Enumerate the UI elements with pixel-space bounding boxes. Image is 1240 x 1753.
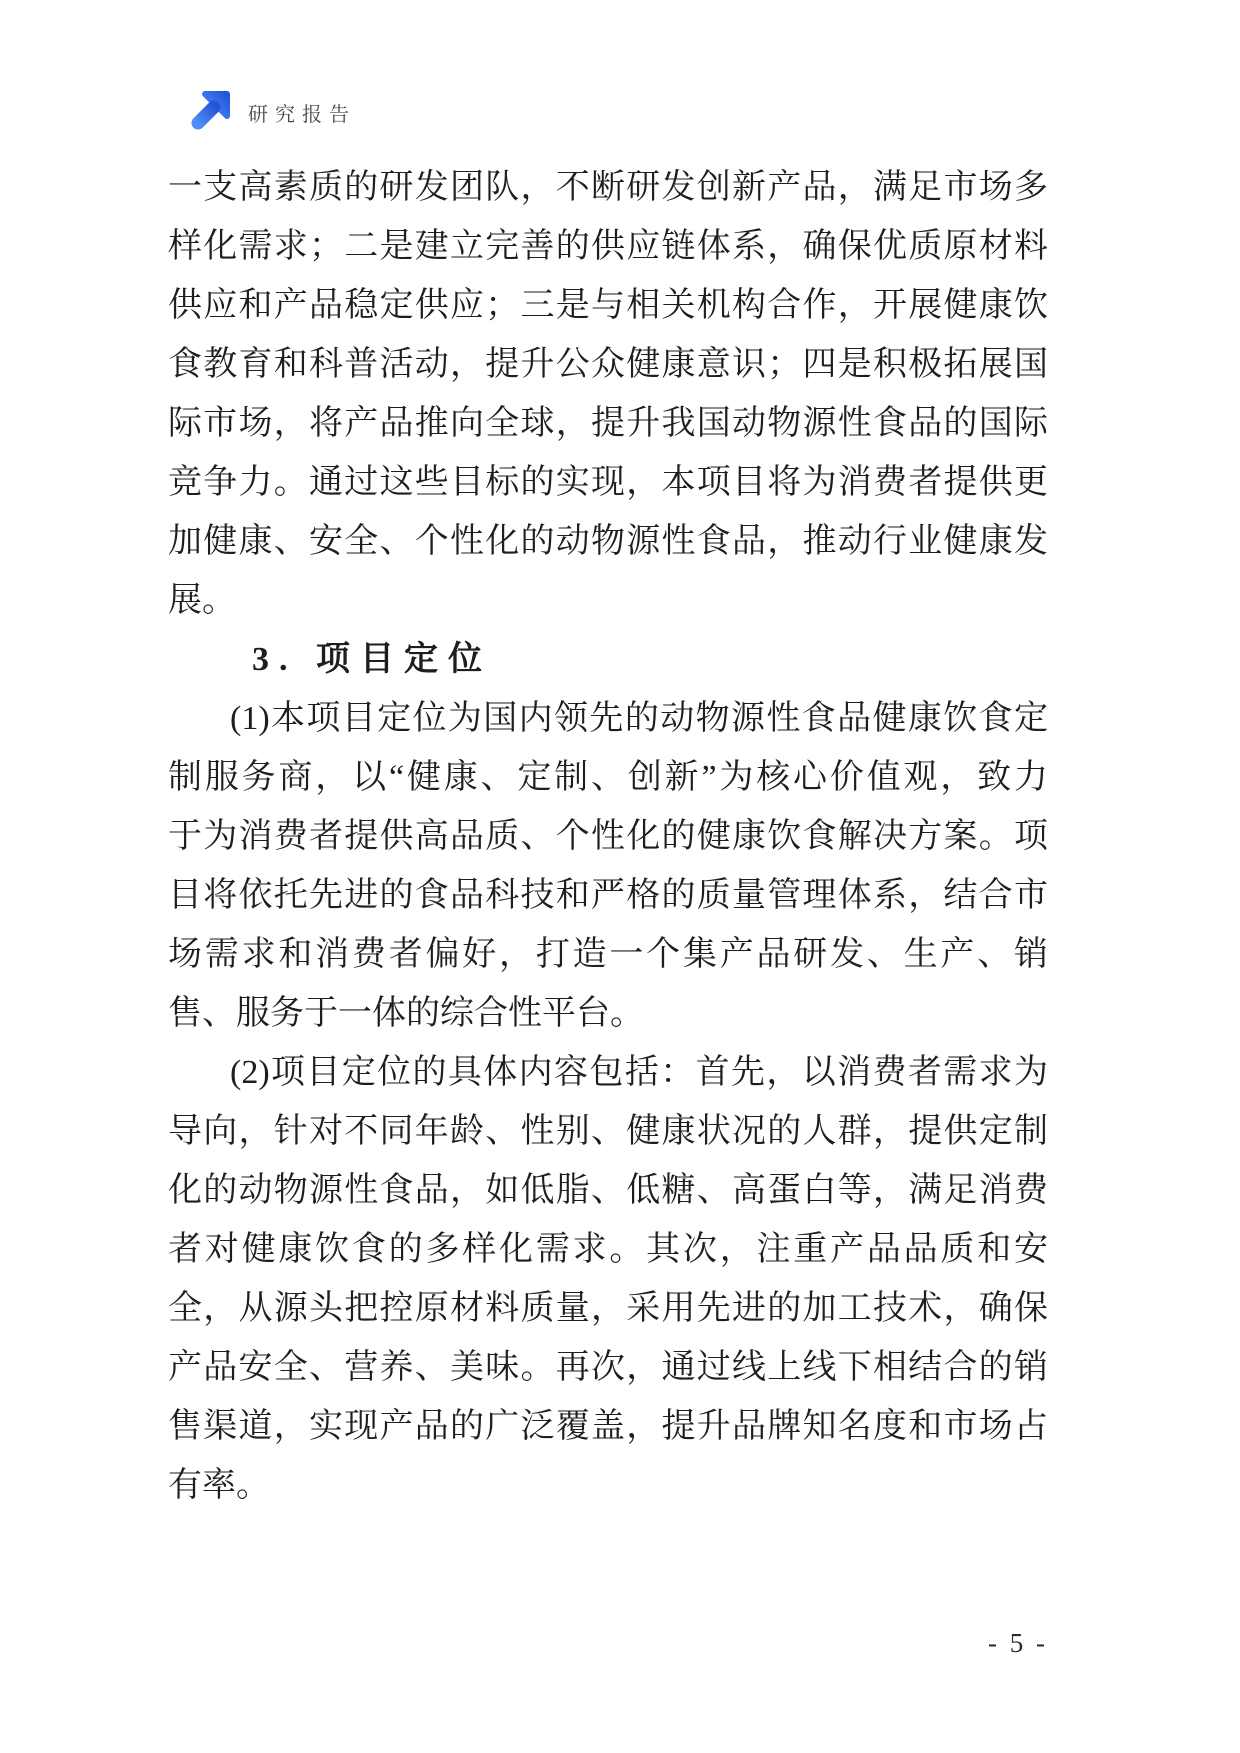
text-line: 制服务商，以“健康、定制、创新”为核心价值观，致力 (168, 759, 1048, 796)
text-line: 导向，针对不同年龄、性别、健康状况的人群，提供定制 (168, 1113, 1048, 1150)
text-line: 全，从源头把控原材料质量，采用先进的加工技术，确保 (168, 1290, 1048, 1327)
text-line: 有率。 (168, 1467, 270, 1504)
text-line: 样化需求；二是建立完善的供应链体系，确保优质原材料 (168, 228, 1048, 265)
text-line: 食教育和科普活动，提升公众健康意识；四是积极拓展国 (168, 346, 1048, 383)
text-line: (1)本项目定位为国内领先的动物源性食品健康饮食定 (230, 700, 1048, 737)
text-line: 际市场，将产品推向全球，提升我国动物源性食品的国际 (168, 405, 1048, 442)
text-line: 目将依托先进的食品科技和严格的质量管理体系，结合市 (168, 877, 1048, 914)
text-line: 售、服务于一体的综合性平台。 (168, 995, 644, 1032)
brand-title: 研究报告 (248, 103, 356, 126)
arrow-up-right-icon (185, 84, 237, 136)
text-line: 产品安全、营养、美味。再次，通过线上线下相结合的销 (168, 1349, 1048, 1386)
text-line: 售渠道，实现产品的广泛覆盖，提升品牌知名度和市场占 (168, 1408, 1048, 1445)
document-body (168, 158, 1048, 1515)
text-line: 一支高素质的研发团队，不断研发创新产品，满足市场多 (168, 169, 1048, 206)
text-line: 者对健康饮食的多样化需求。其次，注重产品品质和安 (168, 1231, 1048, 1268)
text-line: (2)项目定位的具体内容包括：首先，以消费者需求为 (230, 1054, 1048, 1091)
text-line: 竞争力。通过这些目标的实现，本项目将为消费者提供更 (168, 464, 1048, 501)
text-line: 展。 (168, 582, 236, 619)
text-line: 供应和产品稳定供应；三是与相关机构合作，开展健康饮 (168, 287, 1048, 324)
page-number: - 5 - (988, 1628, 1048, 1658)
section-heading: 3. 项目定位 (252, 641, 492, 678)
text-line: 于为消费者提供高品质、个性化的健康饮食解决方案。项 (168, 818, 1048, 855)
text-line: 加健康、安全、个性化的动物源性食品，推动行业健康发 (168, 523, 1048, 560)
report-brand (185, 84, 356, 136)
text-line: 场需求和消费者偏好，打造一个集产品研发、生产、销 (168, 936, 1048, 973)
text-line: 化的动物源性食品，如低脂、低糖、高蛋白等，满足消费 (168, 1172, 1048, 1209)
